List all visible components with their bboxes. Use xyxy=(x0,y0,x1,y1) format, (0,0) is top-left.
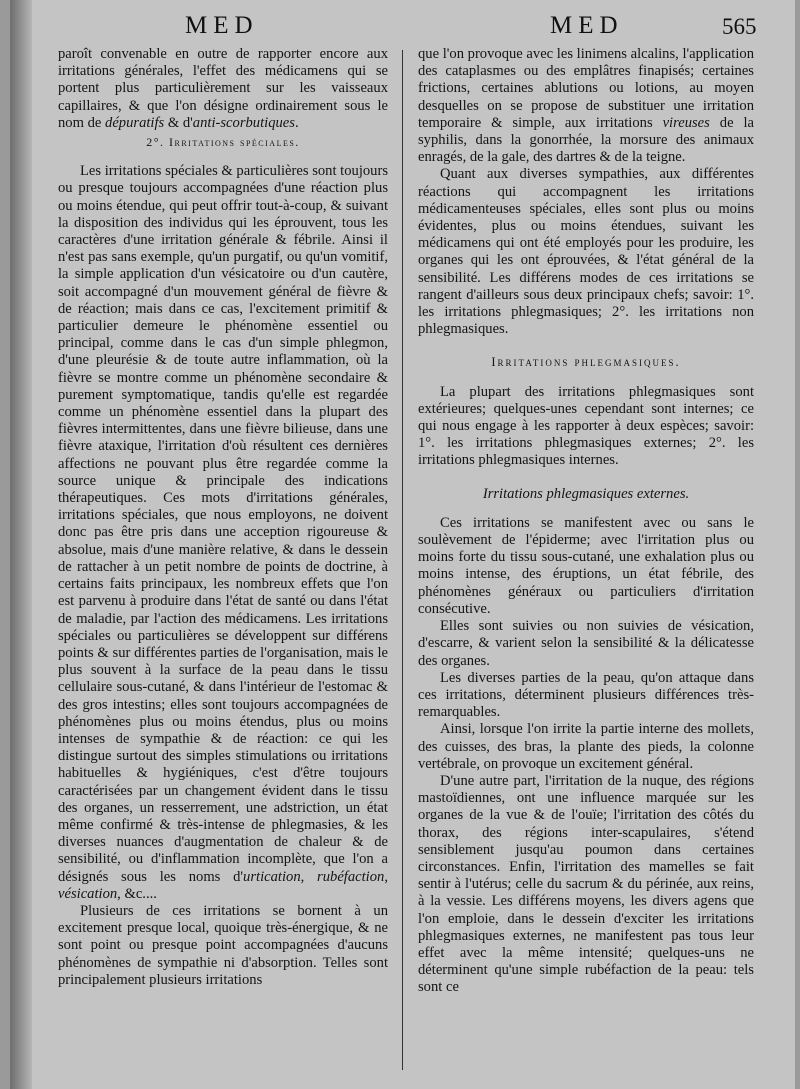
term-urtication: urtication xyxy=(243,868,301,885)
paragraph-plupart: La plupart des irritations phlegmasiques sont extérieures; quelques-unes cependant sont internes; ce qui nous engage à les rapporter à deux espèces; savoir: 1°. les irritations phlegmasiques externes; 2°. les irritations phlegmasiques internes. xyxy=(418,383,754,469)
term-rubefaction: rubéfaction xyxy=(317,868,385,885)
section-heading-irritations-phlegmasiques: Irritations phlegmasiques. xyxy=(491,355,681,370)
page-binding-shadow xyxy=(10,0,32,1089)
paragraph-continued-right: que l'on provoque avec les linimens alcalins, l'application des cataplasmes ou des emplâtres finapisés; certaines frictions, certaines ablutions ou lotions, au moyen desquelles on se propose de substituer une irritation temporaire & simple, aux irritations vireuses de la syphilis, dans la gonorrhée, la morsure des animaux enragés, de la gale, des dartres & de la teigne. xyxy=(418,46,754,166)
paragraph-diverses-parties: Les diverses parties de la peau, qu'on attaque dans ces irritations, déterminent plusieurs différences très-remarquables. xyxy=(418,669,754,721)
running-head-left: MED xyxy=(185,12,259,39)
term-vireuses: vireuses xyxy=(662,114,710,131)
running-head-right: MED xyxy=(550,12,624,39)
paragraph-plusieurs: Plusieurs de ces irritations se bornent à un excitement presque local, quoique très-énergique, & ne sont point ou presque point accompagnées d'aucuns phénomènes de sympathie ni d'absorption. Telles sont principalement plusieurs irritations xyxy=(58,902,388,988)
paragraph-elles-sont: Elles sont suivies ou non suivies de vésication, d'escarre, & varient selon la sensibilité & la délicatesse des organes. xyxy=(418,618,754,669)
subheading-phlegmasiques-externes: Irritations phlegmasiques externes. xyxy=(482,485,690,502)
left-column xyxy=(58,46,388,989)
paragraph-irritations-speciales: Les irritations spéciales & particulières sont toujours ou presque toujours accompagnées d'une réaction plus ou moins étendue, qui peut offrir tout-à-coup, & suivant la disposition des individus qui les éprouvent, tous les caractères d'une irritation générale & fébrile. Ainsi il n'est pas sans exemple, qu'un purgatif, ou qu'un vomitif, la simple application d'un vésicatoire ou d'un cautère, soit accompagné d'un mouvement général de fièvre & de réaction; mais dans ce cas, l'excitement primitif & particulier demeure le phénomène essentiel ou principal, comme dans le cas d'un simple phlegmon, d'une pleurésie & de toute autre inflammation, où la fièvre se montre comme un phénomène secondaire & purement symptomatique, tandis qu'elle est regardée comme un phénomène essentiel dans la plupart des fièvres intermittentes, dans une fièvre bilieuse, dans une fièvre ataxique, l'irritation d'où résultent ces dernières affections ne pouvant plus être regardée comme la source unique & principale des indications thérapeutiques. Ces mots d'irritations générales, irritations spéciales, que nous employons, ne doivent donc pas être pris dans une acception rigoureuse & absolue, mais d'une manière relative, & dans le dessein de rattacher à un petit nombre de points de doctrine, à certains faits principaux, les nombreux effets que l'on est parvenu à produire dans l'état de santé ou dans l'état de maladie, par l'action des médicamens. Les irritations spéciales ou particulières se développent sur différens points & sur différentes parties de l'organisation, mais le plus souvent à la surface de la peau dans le tissu cellulaire sous-cutané, & dans l'intérieur de l'estomac & des gros intestins; elles sont toujours accompagnées de phénomènes plus ou moins étendus, plus ou moins intenses de sympathie & de réaction: ce qui les distingue surtout des simples stimulations ou irritations habituelles & hygiéniques, c'est d'être toujours caractérisées par un changement évident dans le tissu des organes, un resserrement, une adstriction, un état même confirmé & très-intense de phlegmasies, & les diverses nuances d'augmentation de chaleur & de sensibilité, ou d'inflammation incomplète, que l'on a désignés sous les noms d'urtication, rubéfaction, vésication, &c.... xyxy=(58,163,389,902)
term-anti-scorbutiques: anti-scorbutiques xyxy=(192,114,295,131)
term-depuratifs: dépuratifs xyxy=(105,114,165,131)
column-rule xyxy=(402,50,403,1070)
paragraph-ainsi: Ainsi, lorsque l'on irrite la partie interne des mollets, des cuisses, des bras, la plante des pieds, la colonne vertébrale, on provoque un excitement général. xyxy=(418,721,754,772)
page-number: 565 xyxy=(722,14,757,39)
paragraph-continued: paroît convenable en outre de rapporter encore aux irritations générales, l'effet des médicamens qui se portent plus particulièrement sur les vaisseaux capillaires, & que l'on désigne ordinairement sous le nom de dépuratifs & d'anti-scorbutiques. xyxy=(58,46,388,131)
paragraph-sympathies: Quant aux diverses sympathies, aux différentes réactions qui accompagnent les irritations médicamenteuses spéciales, elles sont plus ou moins évidentes, plus ou moins étendues, suivant les médicamens qui ont été employés pour les produire, les organes qui les ont éprouvées, & l'état général de la sensibilité. Les différens modes de ces irritations se rangent d'ailleurs sous deux principaux chefs; savoir: 1°. les irritations phlegmasiques; 2°. les irritations non phlegmasiques. xyxy=(418,166,754,338)
paragraph-autre-part: D'une autre part, l'irritation de la nuque, des régions mastoïdiennes, ont une influence marquée sur les organes de la vue & de l'ouïe; l'irritation des côtés du thorax, des régions inter-scapulaires, s'étend sensiblement jusqu'au poumon dans certaines circonstances. Enfin, l'irritation des mamelles se fait sentir à l'utérus; celle du sacrum & du périnée, aux reins, à la vessie. Les différens moyens, les divers agens que l'on emploie, dans le dessein d'exciter les irritations phlegmasiques externes, ne manifestent pas tous leur effet avec la même intensité; quelques-uns ne déterminent qu'une simple rubéfaction de la peau: tels sont ce xyxy=(418,772,754,996)
paragraph-ces-irritations: Ces irritations se manifestent avec ou sans le soulèvement de l'épiderme; avec l'irritation plus ou moins forte du tissu sous-cutané, une exhalation plus ou moins intense, des éruptions, un état fébrile, des phénomènes généraux ou particuliers d'irritation consécutive. xyxy=(418,514,754,617)
term-vesication: vésication xyxy=(58,885,118,902)
section-heading-irritations-speciales: 2°. Irritations spéciales. xyxy=(146,135,300,150)
book-page xyxy=(10,0,795,1089)
right-column xyxy=(418,46,754,997)
